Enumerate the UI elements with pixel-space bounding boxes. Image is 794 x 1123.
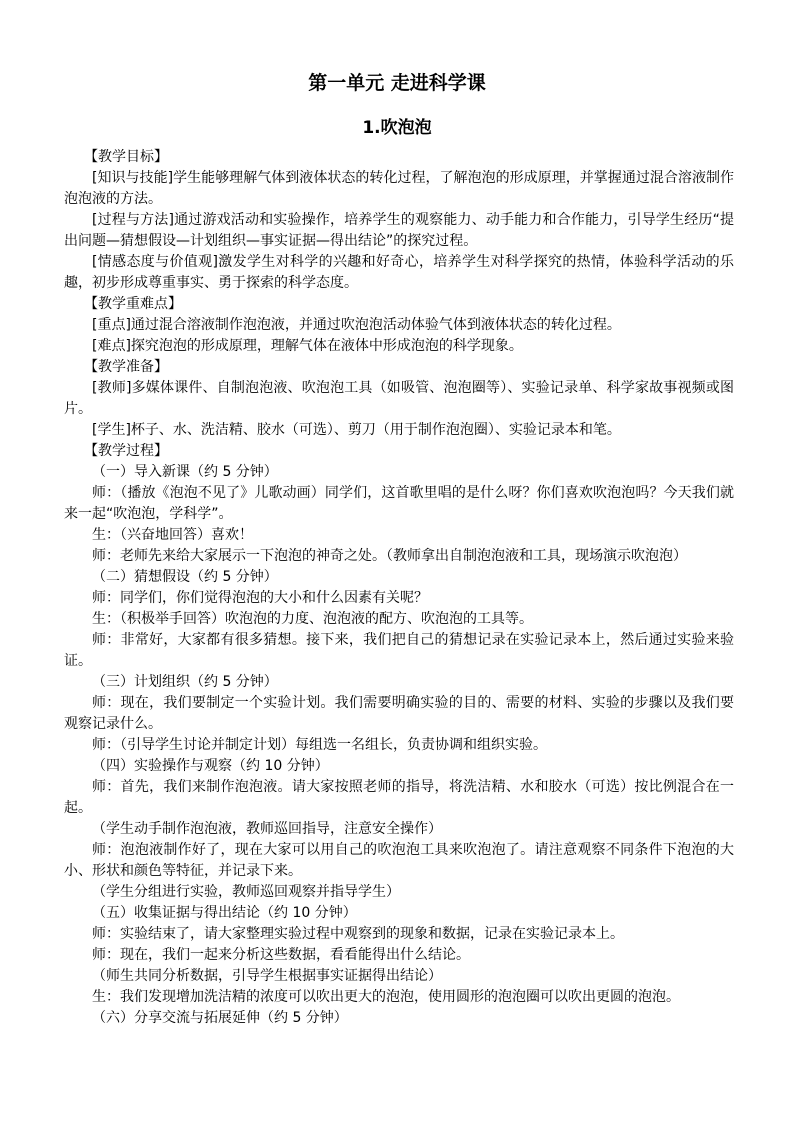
paragraph: [学生]杯子、水、洗洁精、胶水（可选）、剪刀（用于制作泡泡圈）、实验记录本和笔。 [92,422,621,438]
document-body [64,147,734,1029]
unit-title: 第一单元 走进科学课 [308,72,486,94]
section-heading-objectives: 【教学目标】 [84,149,168,165]
step-heading: （一）导入新课（约 5 分钟） [92,464,278,480]
paragraph: 生：我们发现增加洗洁精的浓度可以吹出更大的泡泡，使用圆形的泡泡圈可以吹出更圆的泡泡。 [92,989,680,1005]
paragraph: [难点]探究泡泡的形成原理，理解气体在液体中形成泡泡的科学现象。 [92,338,523,354]
paragraph: 师：现在，我们一起来分析这些数据，看看能得出什么结论。 [92,947,470,963]
step-heading: （四）实验操作与观察（约 10 分钟） [92,758,329,774]
paragraph: [教师]多媒体课件、自制泡泡液、吹泡泡工具（如吸管、泡泡圈等）、实验记录单、科学家故事视频或图片。 [64,380,734,417]
paragraph: 师：（引导学生讨论并制定计划）每组选一名组长，负责协调和组织实验。 [92,737,547,753]
paragraph: （师生共同分析数据，引导学生根据事实证据得出结论） [92,968,442,984]
paragraph: （学生分组进行实验，教师巡回观察并指导学生） [92,884,400,900]
step-heading: （五）收集证据与得出结论（约 10 分钟） [92,905,357,921]
paragraph: 师：同学们，你们觉得泡泡的大小和什么因素有关呢？ [92,590,428,606]
section-heading-preparation: 【教学准备】 [84,359,168,375]
section-heading-key-points: 【教学重难点】 [84,296,182,312]
paragraph: 师：非常好，大家都有很多猜想。接下来，我们把自己的猜想记录在实验记录本上，然后通过实验来验证。 [64,632,734,669]
paragraph: [知识与技能]学生能够理解气体到液体状态的转化过程，了解泡泡的形成原理，并掌握通过混合溶液制作泡泡液的方法。 [64,170,734,207]
step-heading: （六）分享交流与拓展延伸（约 5 分钟） [92,1010,348,1026]
step-heading: （三）计划组织（约 5 分钟） [92,674,278,690]
paragraph: 师：现在，我们要制定一个实验计划。我们需要明确实验的目的、需要的材料、实验的步骤以及我们要观察记录什么。 [64,695,734,732]
paragraph: 师：实验结束了，请大家整理实验过程中观察到的现象和数据，记录在实验记录本上。 [92,926,624,942]
paragraph: 师：首先，我们来制作泡泡液。请大家按照老师的指导，将洗洁精、水和胶水（可选）按比例混合在一起。 [64,779,734,816]
step-heading: （二）猜想假设（约 5 分钟） [92,569,278,585]
paragraph: 生：（积极举手回答）吹泡泡的力度、泡泡液的配方、吹泡泡的工具等。 [92,611,533,627]
lesson-title: 1.吹泡泡 [362,118,432,138]
paragraph: 师：泡泡液制作好了，现在大家可以用自己的吹泡泡工具来吹泡泡了。请注意观察不同条件下泡泡的大小、形状和颜色等特征，并记录下来。 [64,842,734,879]
paragraph: （学生动手制作泡泡液，教师巡回指导，注意安全操作） [92,821,442,837]
paragraph: [情感态度与价值观]激发学生对科学的兴趣和好奇心，培养学生对科学探究的热情，体验科学活动的乐趣，初步形成尊重事实、勇于探索的科学态度。 [64,254,734,291]
section-heading-process: 【教学过程】 [84,443,168,459]
paragraph: 师：老师先来给大家展示一下泡泡的神奇之处。（教师拿出自制泡泡液和工具，现场演示吹泡泡） [92,548,687,564]
paragraph: [重点]通过混合溶液制作泡泡液，并通过吹泡泡活动体验气体到液体状态的转化过程。 [92,317,621,333]
paragraph: 生：（兴奋地回答）喜欢！ [92,527,253,543]
paragraph: [过程与方法]通过游戏活动和实验操作，培养学生的观察能力、动手能力和合作能力，引导学生经历“提出问题—猜想假设—计划组织—事实证据—得出结论”的探究过程。 [64,212,734,249]
paragraph: 师：（播放《泡泡不见了》儿歌动画）同学们，这首歌里唱的是什么呀？你们喜欢吹泡泡吗？今天我们就来一起“吹泡泡，学科学”。 [64,485,734,522]
